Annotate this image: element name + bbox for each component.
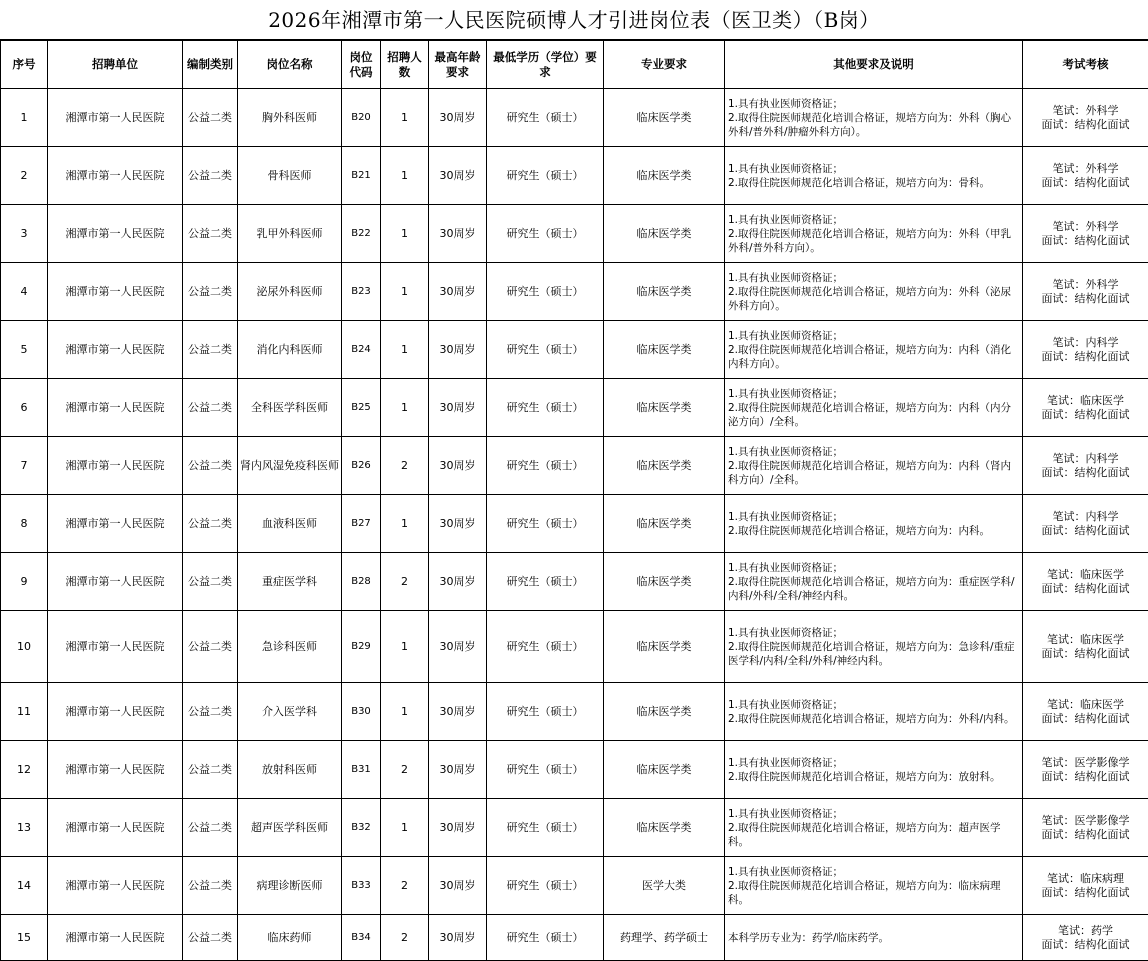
cell-unit: 湘潭市第一人民医院 <box>48 683 183 741</box>
cell-unit: 湘潭市第一人民医院 <box>48 611 183 683</box>
header-edu: 最低学历（学位）要求 <box>487 41 604 89</box>
cell-name: 急诊科医师 <box>238 611 342 683</box>
cell-code: B34 <box>342 915 381 961</box>
cell-edu: 研究生（硕士） <box>487 683 604 741</box>
header-note: 其他要求及说明 <box>725 41 1023 89</box>
cell-exam: 笔试：医学影像学 面试：结构化面试 <box>1023 741 1148 799</box>
cell-count: 1 <box>381 379 429 437</box>
cell-note: 1.具有执业医师资格证； 2.取得住院医师规范化培训合格证，规培方向为：超声医学科。 <box>725 799 1023 857</box>
cell-major: 临床医学类 <box>604 263 725 321</box>
cell-major: 临床医学类 <box>604 379 725 437</box>
cell-age: 30周岁 <box>429 437 487 495</box>
cell-count: 1 <box>381 799 429 857</box>
cell-code: B21 <box>342 147 381 205</box>
cell-unit: 湘潭市第一人民医院 <box>48 147 183 205</box>
page-title: 2026年湘潭市第一人民医院硕博人才引进岗位表（医卫类）（B岗） <box>0 0 1148 40</box>
cell-edu: 研究生（硕士） <box>487 263 604 321</box>
cell-no: 14 <box>1 857 48 915</box>
cell-exam: 笔试：内科学 面试：结构化面试 <box>1023 321 1148 379</box>
cell-type: 公益二类 <box>183 741 238 799</box>
cell-type: 公益二类 <box>183 799 238 857</box>
cell-name: 全科医学科医师 <box>238 379 342 437</box>
cell-type: 公益二类 <box>183 147 238 205</box>
cell-count: 1 <box>381 321 429 379</box>
cell-type: 公益二类 <box>183 321 238 379</box>
cell-note: 1.具有执业医师资格证； 2.取得住院医师规范化培训合格证，规培方向为：内科。 <box>725 495 1023 553</box>
cell-no: 11 <box>1 683 48 741</box>
cell-no: 6 <box>1 379 48 437</box>
cell-age: 30周岁 <box>429 741 487 799</box>
cell-age: 30周岁 <box>429 89 487 147</box>
cell-note: 1.具有执业医师资格证； 2.取得住院医师规范化培训合格证，规培方向为：内科（肾内科方向）/全科。 <box>725 437 1023 495</box>
cell-unit: 湘潭市第一人民医院 <box>48 915 183 961</box>
cell-age: 30周岁 <box>429 611 487 683</box>
cell-edu: 研究生（硕士） <box>487 437 604 495</box>
cell-name: 病理诊断医师 <box>238 857 342 915</box>
cell-code: B27 <box>342 495 381 553</box>
cell-code: B26 <box>342 437 381 495</box>
cell-edu: 研究生（硕士） <box>487 321 604 379</box>
cell-name: 临床药师 <box>238 915 342 961</box>
cell-name: 乳甲外科医师 <box>238 205 342 263</box>
cell-code: B24 <box>342 321 381 379</box>
cell-note: 1.具有执业医师资格证； 2.取得住院医师规范化培训合格证，规培方向为：外科/内科。 <box>725 683 1023 741</box>
cell-exam: 笔试：内科学 面试：结构化面试 <box>1023 495 1148 553</box>
header-code: 岗位代码 <box>342 41 381 89</box>
cell-exam: 笔试：外科学 面试：结构化面试 <box>1023 205 1148 263</box>
position-table <box>0 40 1148 961</box>
cell-count: 1 <box>381 205 429 263</box>
cell-no: 15 <box>1 915 48 961</box>
cell-note: 1.具有执业医师资格证； 2.取得住院医师规范化培训合格证，规培方向为：外科（甲乳外科/普外科方向）。 <box>725 205 1023 263</box>
cell-age: 30周岁 <box>429 263 487 321</box>
cell-count: 1 <box>381 683 429 741</box>
cell-unit: 湘潭市第一人民医院 <box>48 495 183 553</box>
cell-unit: 湘潭市第一人民医院 <box>48 89 183 147</box>
cell-edu: 研究生（硕士） <box>487 553 604 611</box>
cell-count: 1 <box>381 89 429 147</box>
table-row <box>1 379 1148 437</box>
cell-code: B23 <box>342 263 381 321</box>
cell-code: B20 <box>342 89 381 147</box>
cell-unit: 湘潭市第一人民医院 <box>48 379 183 437</box>
header-major: 专业要求 <box>604 41 725 89</box>
cell-major: 临床医学类 <box>604 683 725 741</box>
cell-type: 公益二类 <box>183 205 238 263</box>
cell-unit: 湘潭市第一人民医院 <box>48 205 183 263</box>
cell-major: 临床医学类 <box>604 799 725 857</box>
cell-major: 临床医学类 <box>604 147 725 205</box>
cell-name: 骨科医师 <box>238 147 342 205</box>
cell-name: 放射科医师 <box>238 741 342 799</box>
cell-no: 13 <box>1 799 48 857</box>
cell-name: 消化内科医师 <box>238 321 342 379</box>
cell-major: 临床医学类 <box>604 205 725 263</box>
cell-note: 1.具有执业医师资格证； 2.取得住院医师规范化培训合格证，规培方向为：外科（泌尿外科方向）。 <box>725 263 1023 321</box>
cell-code: B22 <box>342 205 381 263</box>
cell-code: B30 <box>342 683 381 741</box>
header-unit: 招聘单位 <box>48 41 183 89</box>
cell-count: 1 <box>381 147 429 205</box>
cell-edu: 研究生（硕士） <box>487 379 604 437</box>
cell-type: 公益二类 <box>183 437 238 495</box>
cell-exam: 笔试：医学影像学 面试：结构化面试 <box>1023 799 1148 857</box>
header-age: 最高年龄要求 <box>429 41 487 89</box>
cell-edu: 研究生（硕士） <box>487 741 604 799</box>
cell-no: 5 <box>1 321 48 379</box>
table-row <box>1 321 1148 379</box>
cell-edu: 研究生（硕士） <box>487 799 604 857</box>
cell-unit: 湘潭市第一人民医院 <box>48 553 183 611</box>
cell-edu: 研究生（硕士） <box>487 611 604 683</box>
cell-note: 1.具有执业医师资格证； 2.取得住院医师规范化培训合格证，规培方向为：骨科。 <box>725 147 1023 205</box>
cell-code: B33 <box>342 857 381 915</box>
cell-name: 泌尿外科医师 <box>238 263 342 321</box>
cell-type: 公益二类 <box>183 553 238 611</box>
cell-no: 3 <box>1 205 48 263</box>
cell-age: 30周岁 <box>429 495 487 553</box>
header-row <box>1 41 1148 89</box>
header-count: 招聘人数 <box>381 41 429 89</box>
cell-count: 2 <box>381 437 429 495</box>
cell-name: 介入医学科 <box>238 683 342 741</box>
cell-note: 1.具有执业医师资格证； 2.取得住院医师规范化培训合格证，规培方向为：急诊科/重症医学科/内科/全科/外科/神经内科。 <box>725 611 1023 683</box>
cell-age: 30周岁 <box>429 553 487 611</box>
cell-unit: 湘潭市第一人民医院 <box>48 321 183 379</box>
cell-note: 1.具有执业医师资格证； 2.取得住院医师规范化培训合格证，规培方向为：内科（消化内科方向）。 <box>725 321 1023 379</box>
cell-major: 临床医学类 <box>604 321 725 379</box>
cell-no: 10 <box>1 611 48 683</box>
cell-note: 1.具有执业医师资格证； 2.取得住院医师规范化培训合格证，规培方向为：临床病理科。 <box>725 857 1023 915</box>
cell-code: B28 <box>342 553 381 611</box>
table-row <box>1 263 1148 321</box>
cell-major: 临床医学类 <box>604 741 725 799</box>
cell-age: 30周岁 <box>429 683 487 741</box>
cell-note: 1.具有执业医师资格证； 2.取得住院医师规范化培训合格证，规培方向为：重症医学科/内科/外科/全科/神经内科。 <box>725 553 1023 611</box>
cell-unit: 湘潭市第一人民医院 <box>48 857 183 915</box>
table-row <box>1 495 1148 553</box>
table-row <box>1 553 1148 611</box>
cell-count: 1 <box>381 495 429 553</box>
table-row <box>1 205 1148 263</box>
cell-exam: 笔试：药学 面试：结构化面试 <box>1023 915 1148 961</box>
cell-edu: 研究生（硕士） <box>487 89 604 147</box>
cell-type: 公益二类 <box>183 495 238 553</box>
cell-type: 公益二类 <box>183 263 238 321</box>
table-row <box>1 857 1148 915</box>
cell-type: 公益二类 <box>183 611 238 683</box>
header-name: 岗位名称 <box>238 41 342 89</box>
cell-exam: 笔试：临床医学 面试：结构化面试 <box>1023 553 1148 611</box>
cell-no: 9 <box>1 553 48 611</box>
cell-major: 临床医学类 <box>604 89 725 147</box>
cell-age: 30周岁 <box>429 857 487 915</box>
header-exam: 考试考核 <box>1023 41 1148 89</box>
cell-exam: 笔试：外科学 面试：结构化面试 <box>1023 263 1148 321</box>
cell-name: 血液科医师 <box>238 495 342 553</box>
cell-exam: 笔试：内科学 面试：结构化面试 <box>1023 437 1148 495</box>
cell-unit: 湘潭市第一人民医院 <box>48 799 183 857</box>
cell-note: 1.具有执业医师资格证； 2.取得住院医师规范化培训合格证，规培方向为：内科（内分泌方向）/全科。 <box>725 379 1023 437</box>
cell-major: 临床医学类 <box>604 553 725 611</box>
cell-type: 公益二类 <box>183 89 238 147</box>
cell-code: B25 <box>342 379 381 437</box>
header-type: 编制类别 <box>183 41 238 89</box>
cell-exam: 笔试：临床医学 面试：结构化面试 <box>1023 683 1148 741</box>
cell-type: 公益二类 <box>183 857 238 915</box>
cell-no: 8 <box>1 495 48 553</box>
cell-note: 1.具有执业医师资格证； 2.取得住院医师规范化培训合格证，规培方向为：放射科。 <box>725 741 1023 799</box>
cell-exam: 笔试：外科学 面试：结构化面试 <box>1023 89 1148 147</box>
cell-name: 胸外科医师 <box>238 89 342 147</box>
cell-no: 12 <box>1 741 48 799</box>
cell-exam: 笔试：外科学 面试：结构化面试 <box>1023 147 1148 205</box>
cell-no: 4 <box>1 263 48 321</box>
cell-major: 医学大类 <box>604 857 725 915</box>
cell-edu: 研究生（硕士） <box>487 147 604 205</box>
table-row <box>1 799 1148 857</box>
cell-no: 1 <box>1 89 48 147</box>
cell-unit: 湘潭市第一人民医院 <box>48 263 183 321</box>
cell-no: 2 <box>1 147 48 205</box>
cell-major: 药理学、药学硕士 <box>604 915 725 961</box>
cell-count: 2 <box>381 553 429 611</box>
cell-count: 2 <box>381 915 429 961</box>
cell-exam: 笔试：临床病理 面试：结构化面试 <box>1023 857 1148 915</box>
cell-age: 30周岁 <box>429 799 487 857</box>
cell-edu: 研究生（硕士） <box>487 915 604 961</box>
cell-exam: 笔试：临床医学 面试：结构化面试 <box>1023 379 1148 437</box>
cell-age: 30周岁 <box>429 379 487 437</box>
cell-unit: 湘潭市第一人民医院 <box>48 741 183 799</box>
cell-unit: 湘潭市第一人民医院 <box>48 437 183 495</box>
table-row <box>1 611 1148 683</box>
cell-age: 30周岁 <box>429 205 487 263</box>
cell-name: 重症医学科 <box>238 553 342 611</box>
table-row <box>1 683 1148 741</box>
cell-exam: 笔试：临床医学 面试：结构化面试 <box>1023 611 1148 683</box>
cell-count: 2 <box>381 857 429 915</box>
cell-edu: 研究生（硕士） <box>487 495 604 553</box>
table-row <box>1 741 1148 799</box>
header-no: 序号 <box>1 41 48 89</box>
cell-type: 公益二类 <box>183 915 238 961</box>
cell-no: 7 <box>1 437 48 495</box>
cell-edu: 研究生（硕士） <box>487 857 604 915</box>
cell-edu: 研究生（硕士） <box>487 205 604 263</box>
table-row <box>1 437 1148 495</box>
cell-age: 30周岁 <box>429 147 487 205</box>
cell-code: B31 <box>342 741 381 799</box>
cell-name: 肾内风湿免疫科医师 <box>238 437 342 495</box>
cell-major: 临床医学类 <box>604 437 725 495</box>
cell-count: 1 <box>381 263 429 321</box>
cell-note: 1.具有执业医师资格证； 2.取得住院医师规范化培训合格证，规培方向为：外科（胸心外科/普外科/肿瘤外科方向）。 <box>725 89 1023 147</box>
table-row <box>1 915 1148 961</box>
cell-type: 公益二类 <box>183 379 238 437</box>
cell-note: 本科学历专业为：药学/临床药学。 <box>725 915 1023 961</box>
cell-code: B29 <box>342 611 381 683</box>
cell-major: 临床医学类 <box>604 611 725 683</box>
table-row <box>1 147 1148 205</box>
cell-count: 2 <box>381 741 429 799</box>
cell-name: 超声医学科医师 <box>238 799 342 857</box>
cell-age: 30周岁 <box>429 321 487 379</box>
cell-count: 1 <box>381 611 429 683</box>
cell-code: B32 <box>342 799 381 857</box>
table-row <box>1 89 1148 147</box>
cell-age: 30周岁 <box>429 915 487 961</box>
cell-type: 公益二类 <box>183 683 238 741</box>
cell-major: 临床医学类 <box>604 495 725 553</box>
